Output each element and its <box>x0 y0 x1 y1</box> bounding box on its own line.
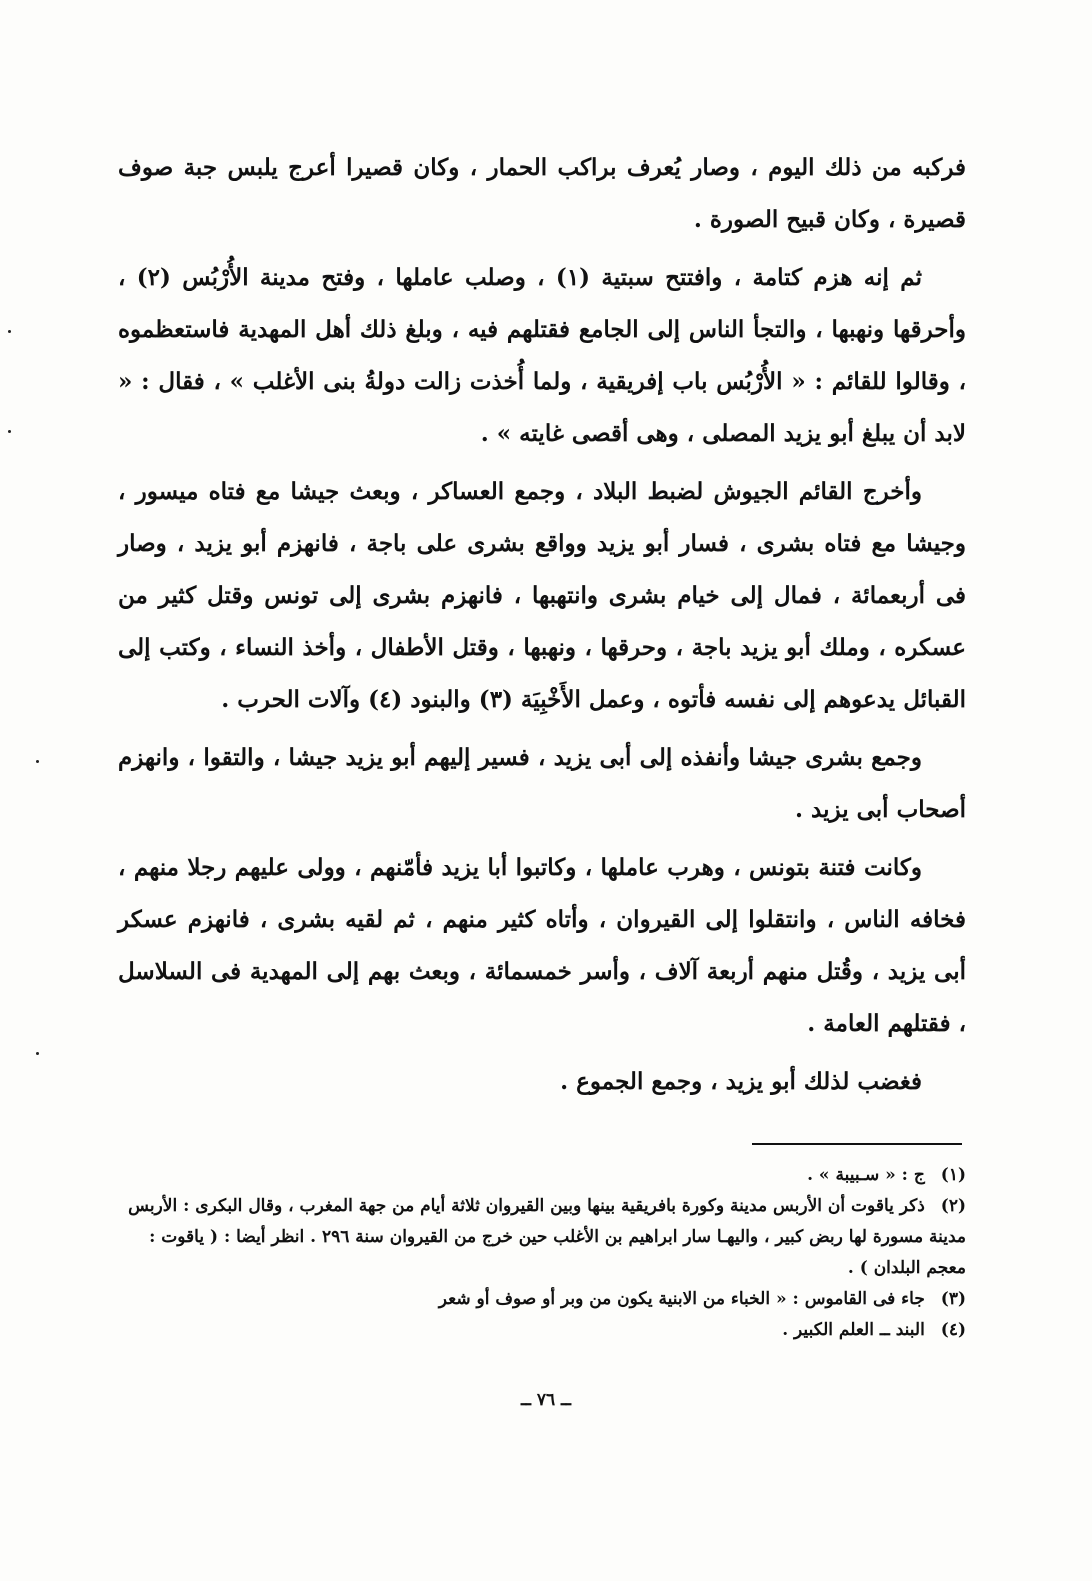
page-number: ــ ٧٦ ــ <box>520 1390 572 1410</box>
footnote-number: (٢) <box>940 1196 966 1216</box>
paragraph-5: وكانت فتنة بتونس ، وهرب عاملها ، وكاتبوا أبا يزيد فأمّنهم ، وولى عليهم رجلا منهم ، فخافه الناس ، وانتقلوا إلى القيروان ، وأتاه كثير منهم ، ثم لقيه بشرى ، فانهزم عسكر أبى يزيد ، وقُتل منهم أربعة آلاف ، وأسر خمسمائة ، وبعث بهم إلى المهدية فى السلاسل ، فقتلهم العامة . <box>118 854 966 1037</box>
footnote-number: (١) <box>940 1165 966 1185</box>
footnotes <box>118 1160 966 1346</box>
footnote-text: جاء فى القاموس : « الخباء من الابنية يكون من وبر أو صوف أو شعر <box>438 1289 925 1309</box>
paragraph-1: فركبه من ذلك اليوم ، وصار يُعرف براكب الحمار ، وكان قصيرا أعرج يلبس جبة صوف قصيرة ، وكان قبيح الصورة . <box>118 154 966 233</box>
scan-speck <box>8 430 11 433</box>
paragraph-6: فغضب لذلك أبو يزيد ، وجمع الجموع . <box>560 1068 922 1095</box>
scan-speck <box>36 1052 39 1055</box>
footnote-separator <box>752 1143 962 1145</box>
scan-speck <box>36 760 39 763</box>
footnote-4 <box>118 1315 966 1346</box>
paragraph-3: وأخرج القائم الجيوش لضبط البلاد ، وجمع العساكر ، وبعث جيشا مع فتاه ميسور ، وجيشا مع فتاه بشرى ، فسار أبو يزيد وواقع بشرى على باجة ، فانهزم أبو يزيد ، وصار فى أربعمائة ، فمال إلى خيام بشرى وانتهبها ، فانهزم بشرى إلى تونس وقتل كثير من عسكره ، وملك أبو يزيد باجة ، وحرقها ، ونهبها ، وقتل الأطفال ، وأخذ النساء ، وكتب إلى القبائل يدعوهم إلى نفسه فأتوه ، وعمل الأَخْبِيَة (٣) والبنود (٤) وآلات الحرب . <box>118 478 966 713</box>
scan-speck <box>8 330 11 333</box>
paragraph-2: ثم إنه هزم كتامة ، وافتتح سبتية (١) ، وصلب عاملها ، وفتح مدينة الأُرْبُس (٢) ، وأحرقها ونهبها ، والتجأ الناس إلى الجامع فقتلهم فيه ، وبلغ ذلك أهل المهدية فاستعظموه ، وقالوا للقائم : « الأُرْبُس باب إفريقية ، ولما أُخذت زالت دولةُ بنى الأغلب » ، فقال : « لابد أن يبلغ أبو يزيد المصلى ، وهى أقصى غايته » . <box>118 264 966 447</box>
footnote-number: (٤) <box>940 1320 966 1340</box>
footnote-text: البند ــ العلم الكبير . <box>782 1320 925 1340</box>
main-text <box>118 142 966 1108</box>
footnote-3 <box>118 1284 966 1315</box>
paragraph-4: وجمع بشرى جيشا وأنفذه إلى أبى يزيد ، فسير إليهم أبو يزيد جيشا ، والتقوا ، وانهزم أصحاب أبى يزيد . <box>118 744 966 823</box>
footnote-number: (٣) <box>940 1289 966 1309</box>
footnote-2 <box>118 1191 966 1284</box>
footnote-text: ج : « سـبيبة » . <box>807 1165 925 1185</box>
footnote-text: ذكر ياقوت أن الأربس مدينة وكورة بافريقية بينها وبين القيروان ثلاثة أيام من جهة المغرب ، وقال البكرى : الأربس مدينة مسورة لها ربض كبير ، واليهـا سار ابراهيم بن الأغلب حين خرج من القيروان سنة ٢٩٦ . انظر أيضا : ( ياقوت : معجم البلدان ) . <box>128 1196 966 1278</box>
footnote-1 <box>118 1160 966 1191</box>
